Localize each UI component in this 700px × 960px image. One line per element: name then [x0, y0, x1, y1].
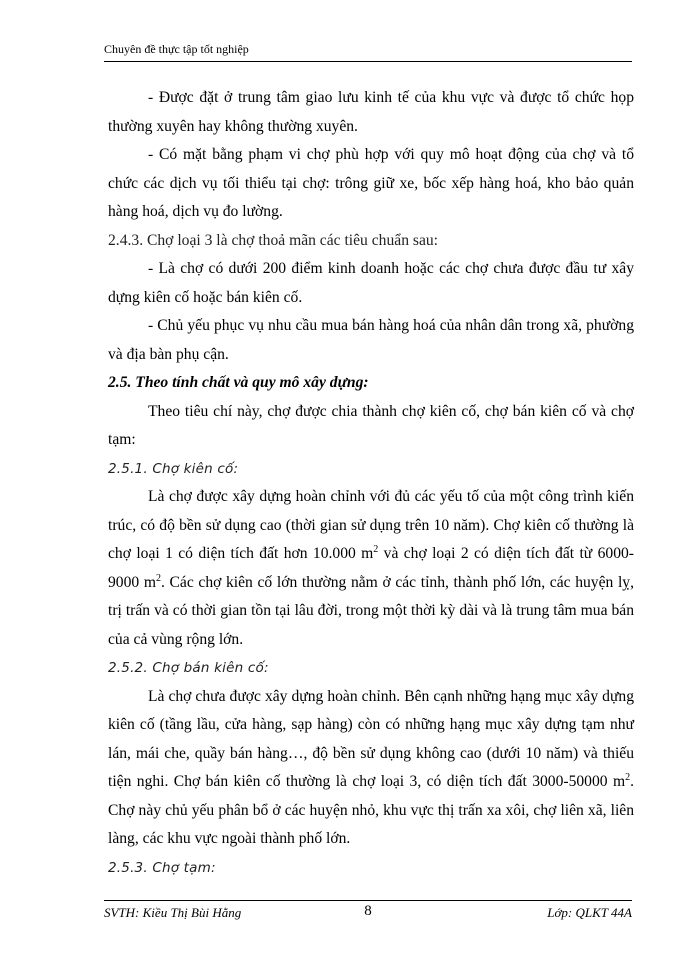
paragraph-semi-permanent-market: Là chợ chưa được xây dựng hoàn chỉnh. Bên cạnh những hạng mục xây dựng kiên cố (tầng lầu, cửa hàng, sạp hàng) còn có những hạng mục xây dựng tạm như lán, mái che, quầy bán hàng…, độ bền sử dụng không cao (dưới 10 năm) và thiếu tiện nghi. Chợ bán kiên cố thường là chợ loại 3, có diện tích đất 3000-50000 $m^2$. Chợ này chủ yếu phân bổ ở các huyện nhỏ, khu vực thị trấn xa xôi, chợ liên xã, liên làng, các khu vực ngoài thành phố lớn. — [108, 687, 634, 847]
paragraph-intro: Theo tiêu chí này, chợ được chia thành chợ kiên cố, chợ bán kiên cố và chợ tạm: — [108, 402, 634, 448]
superscript-2: 2 — [373, 543, 379, 555]
page-header — [104, 42, 632, 62]
document-body — [108, 84, 634, 882]
subheading-2-5-2: 2.5.2. Chợ bán kiên cố: — [108, 660, 269, 676]
page-number: 8 — [364, 903, 372, 919]
subheading-2-4-3: 2.4.3. Chợ loại 3 là chợ thoả mãn các tiêu chuẩn sau: — [108, 231, 439, 249]
subheading-2-5-1: 2.5.1. Chợ kiên cố: — [108, 460, 239, 477]
bullet-under-200: - Là chợ có dưới 200 điểm kinh doanh hoặc các chợ chưa được đầu tư xây dựng kiên cố hoặc bán kiên cố. — [108, 260, 634, 306]
bullet-location: - Được đặt ở trung tâm giao lưu kinh tế của khu vực và được tổ chức họp thường xuyên hay không thường xuyên. — [108, 89, 634, 135]
bullet-local-service: - Chủ yếu phục vụ nhu cầu mua bán hàng hoá của nhân dân trong xã, phường và địa bàn phụ cận. — [108, 317, 634, 363]
bullet-premises: - Có mặt bằng phạm vi chợ phù hợp với quy mô hoạt động của chợ và tổ chức các dịch vụ tối thiểu tại chợ: trông giữ xe, bốc xếp hàng hoá, kho bảo quản hàng hoá, dịch vụ đo lường. — [108, 146, 634, 220]
section-heading-2-5: 2.5. Theo tính chất và quy mô xây dựng: — [108, 374, 369, 391]
header-title: Chuyên đề thực tập tốt nghiệp — [104, 42, 249, 56]
page-footer — [104, 900, 632, 920]
superscript-2: 2 — [155, 572, 161, 584]
subheading-2-5-3: 2.5.3. Chợ tạm: — [108, 859, 216, 876]
superscript-2: 2 — [625, 771, 631, 783]
footer-author: SVTH: Kiều Thị Bùi Hằng — [104, 905, 242, 920]
footer-class: Lớp: QLKT 44A — [547, 905, 632, 920]
paragraph-permanent-market: Là chợ được xây dựng hoàn chỉnh với đủ các yếu tố của một công trình kiến trúc, có độ bền sử dụng cao (thời gian sử dụng trên 10 năm). Chợ kiên cố thường là chợ loại 1 có diện tích đất hơn 10.000 $m^2$ và chợ loại 2 có diện tích đất từ 6000-9000 $m^2$. Các chợ kiên cố lớn thường nằm ở các tỉnh, thành phố lớn, các huyện lỵ, trị trấn và có thời gian tồn tại lâu đời, trong một thời kỳ dài và là trung tâm mua bán của cả vùng rộng lớn. — [108, 488, 634, 648]
